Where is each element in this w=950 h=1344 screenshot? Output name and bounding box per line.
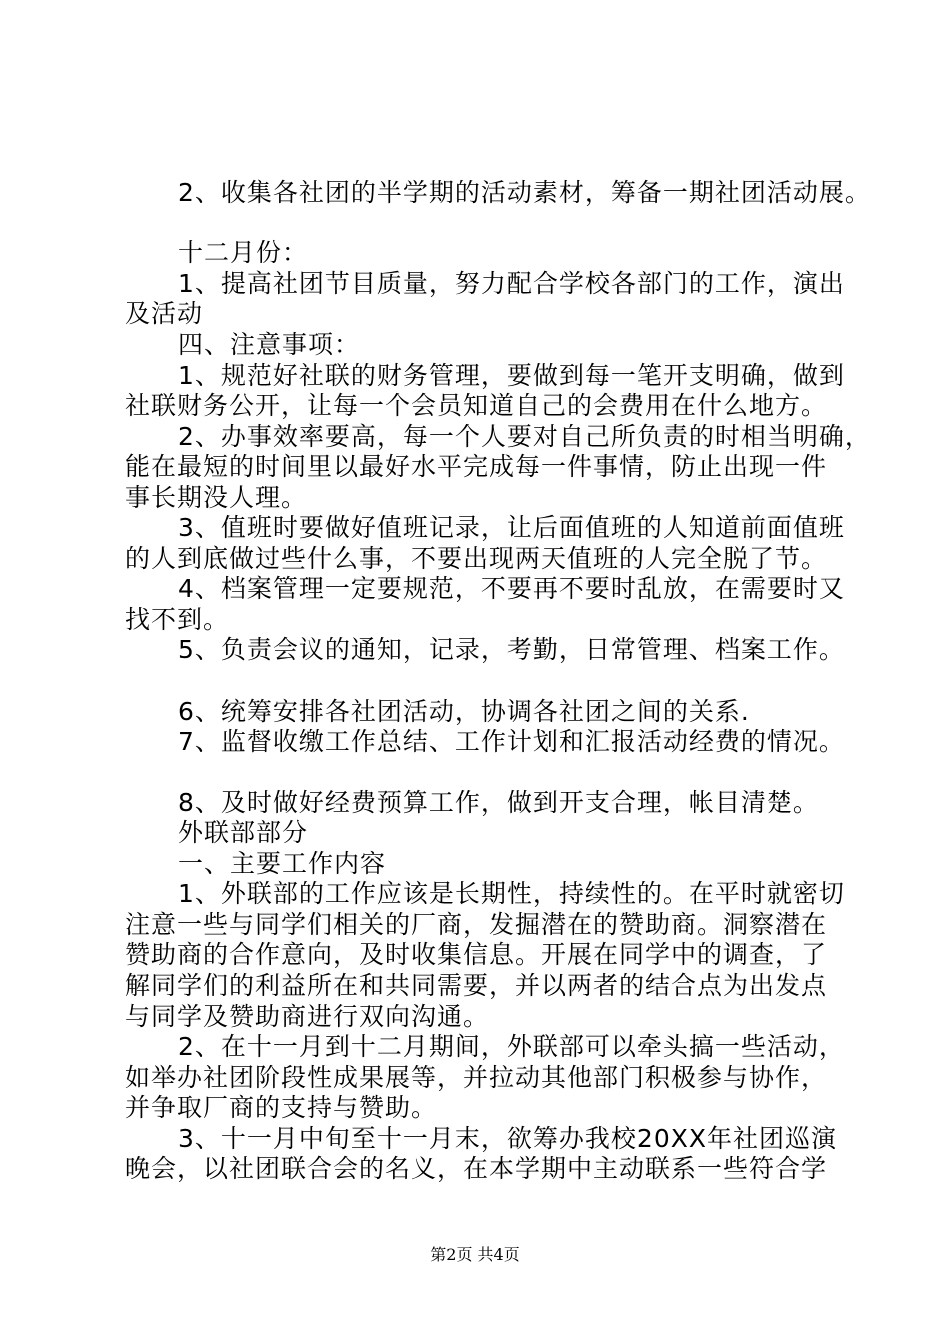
text-line: 十二月份： [178,238,309,267]
text-line: 赞助商的合作意向，及时收集信息。开展在同学中的调查，了 [125,940,828,969]
text-line: 5、负责会议的通知，记录，考勤，日常管理、档案工作。 [178,635,845,664]
text-line: 外联部部分 [178,818,309,847]
text-line: 7、监督收缴工作总结、工作计划和汇报活动经费的情况。 [178,727,845,756]
text-line: 晚会，以社团联合会的名义，在本学期中主动联系一些符合学 [125,1154,828,1183]
text-line: 8、及时做好经费预算工作，做到开支合理，帐目清楚。 [178,788,819,817]
text-line: 2、办事效率要高，每一个人要对自己所负责的时相当明确， [178,422,871,451]
text-line: 及活动 [125,299,204,328]
text-line: 4、档案管理一定要规范，不要再不要时乱放，在需要时又 [178,574,845,603]
text-line: 注意一些与同学们相关的厂商，发掘潜在的赞助商。洞察潜在 [125,910,828,939]
text-line: 的人到底做过些什么事，不要出现两天值班的人完全脱了节。 [125,544,828,573]
text-line: 1、提高社团节目质量，努力配合学校各部门的工作，演出 [178,269,845,298]
text-line: 2、收集各社团的半学期的活动素材，筹备一期社团活动展。 [178,178,871,207]
text-line: 一、主要工作内容 [178,849,387,878]
text-line: 6、统筹安排各社团活动，协调各社团之间的关系. [178,697,750,726]
text-line: 1、规范好社联的财务管理，要做到每一笔开支明确，做到 [178,361,845,390]
text-line: 3、十一月中旬至十一月末，欲筹办我校20XX年社团巡演 [178,1124,837,1153]
text-line: 能在最短的时间里以最好水平完成每一件事情，防止出现一件 [125,452,828,481]
text-line: 3、值班时要做好值班记录，让后面值班的人知道前面值班 [178,513,845,542]
text-line: 2、在十一月到十二月期间，外联部可以牵头搞一些活动， [178,1032,845,1061]
text-line: 如举办社团阶段性成果展等，并拉动其他部门积极参与协作， [125,1063,828,1092]
text-line: 事长期没人理。 [125,483,308,512]
text-line: 找不到。 [125,605,230,634]
text-line: 解同学们的利益所在和共同需要，并以两者的结合点为出发点 [125,971,828,1000]
page-number-footer: 第2页 共4页 [430,1245,520,1264]
text-line: 四、注意事项： [178,330,361,359]
text-line: 1、外联部的工作应该是长期性，持续性的。在平时就密切 [178,879,845,908]
text-line: 社联财务公开，让每一个会员知道自己的会费用在什么地方。 [125,391,828,420]
text-line: 并争取厂商的支持与赞助。 [125,1093,438,1122]
text-line: 与同学及赞助商进行双向沟通。 [125,1002,490,1031]
